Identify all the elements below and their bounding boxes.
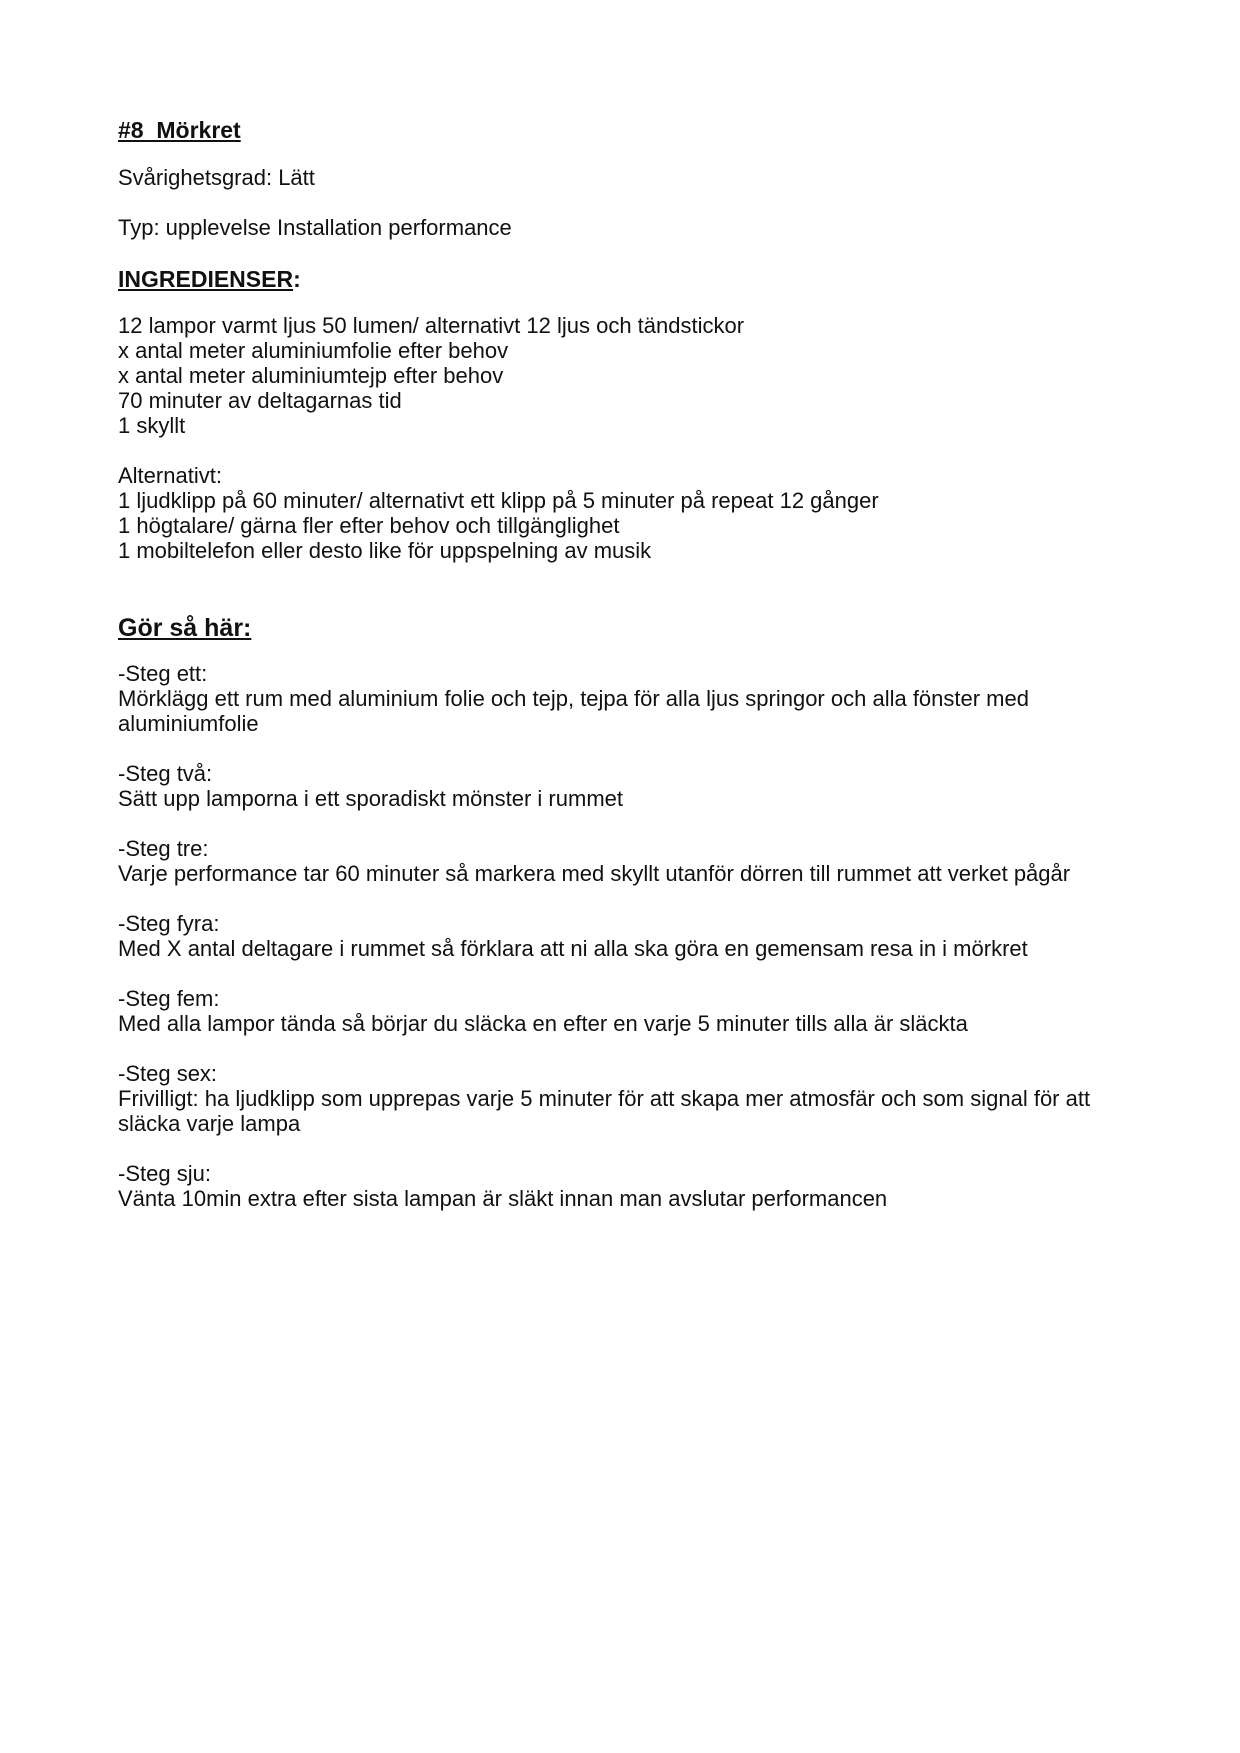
document-body [118, 117, 1128, 1236]
step-text: Mörklägg ett rum med aluminium folie och tejp, tejpa för alla ljus springor och alla fönster med aluminiumfolie [118, 686, 1029, 736]
alternatives-label: Alternativt: [118, 463, 222, 488]
difficulty-line: Svårighetsgrad: Lätt [118, 165, 315, 190]
ingredient-item: 12 lampor varmt ljus 50 lumen/ alternativt 12 ljus och tändstickor [118, 313, 745, 338]
step-block [118, 661, 1128, 736]
ingredients-heading-colon: : [293, 266, 301, 292]
ingredient-item: 70 minuter av deltagarnas tid [118, 388, 402, 413]
step-label: -Steg sju: [118, 1161, 211, 1186]
type-line: Typ: upplevelse Installation performance [118, 215, 512, 240]
document-title: #8 Mörkret [118, 117, 241, 143]
step-label: -Steg fem: [118, 986, 220, 1011]
step-text: Frivilligt: ha ljudklipp som upprepas varje 5 minuter för att skapa mer atmosfär och som signal för att släcka varje lampa [118, 1086, 1091, 1136]
alternatives-block [118, 463, 1128, 563]
step-text: Sätt upp lamporna i ett sporadiskt mönster i rummet [118, 786, 623, 811]
step-text: Med alla lampor tända så börjar du släcka en efter en varje 5 minuter tills alla är släckta [118, 1011, 968, 1036]
ingredients-list [118, 313, 1128, 438]
step-block [118, 761, 1128, 811]
step-label: -Steg fyra: [118, 911, 220, 936]
ingredient-item: x antal meter aluminiumtejp efter behov [118, 363, 504, 388]
step-block [118, 1061, 1128, 1136]
step-text: Vänta 10min extra efter sista lampan är släkt innan man avslutar performancen [118, 1186, 888, 1211]
step-label: -Steg två: [118, 761, 213, 786]
step-block [118, 1161, 1128, 1211]
step-block [118, 986, 1128, 1036]
alternative-item: 1 ljudklipp på 60 minuter/ alternativt ett klipp på 5 minuter på repeat 12 gånger [118, 488, 879, 513]
step-block [118, 836, 1128, 886]
ingredient-item: 1 skyllt [118, 413, 186, 438]
step-text: Varje performance tar 60 minuter så markera med skyllt utanför dörren till rummet att verket pågår [118, 861, 1071, 886]
step-label: -Steg sex: [118, 1061, 218, 1086]
ingredient-item: x antal meter aluminiumfolie efter behov [118, 338, 509, 363]
alternative-item: 1 högtalare/ gärna fler efter behov och tillgänglighet [118, 513, 620, 538]
step-block [118, 911, 1128, 961]
step-text: Med X antal deltagare i rummet så förklara att ni alla ska göra en gemensam resa in i mörkret [118, 936, 1028, 961]
ingredients-heading [118, 265, 1128, 293]
alternative-item: 1 mobiltelefon eller desto like för uppspelning av musik [118, 538, 652, 563]
step-label: -Steg ett: [118, 661, 208, 686]
instructions-heading: Gör så här: [118, 614, 252, 642]
step-label: -Steg tre: [118, 836, 209, 861]
ingredients-heading-text: INGREDIENSER [118, 266, 294, 292]
